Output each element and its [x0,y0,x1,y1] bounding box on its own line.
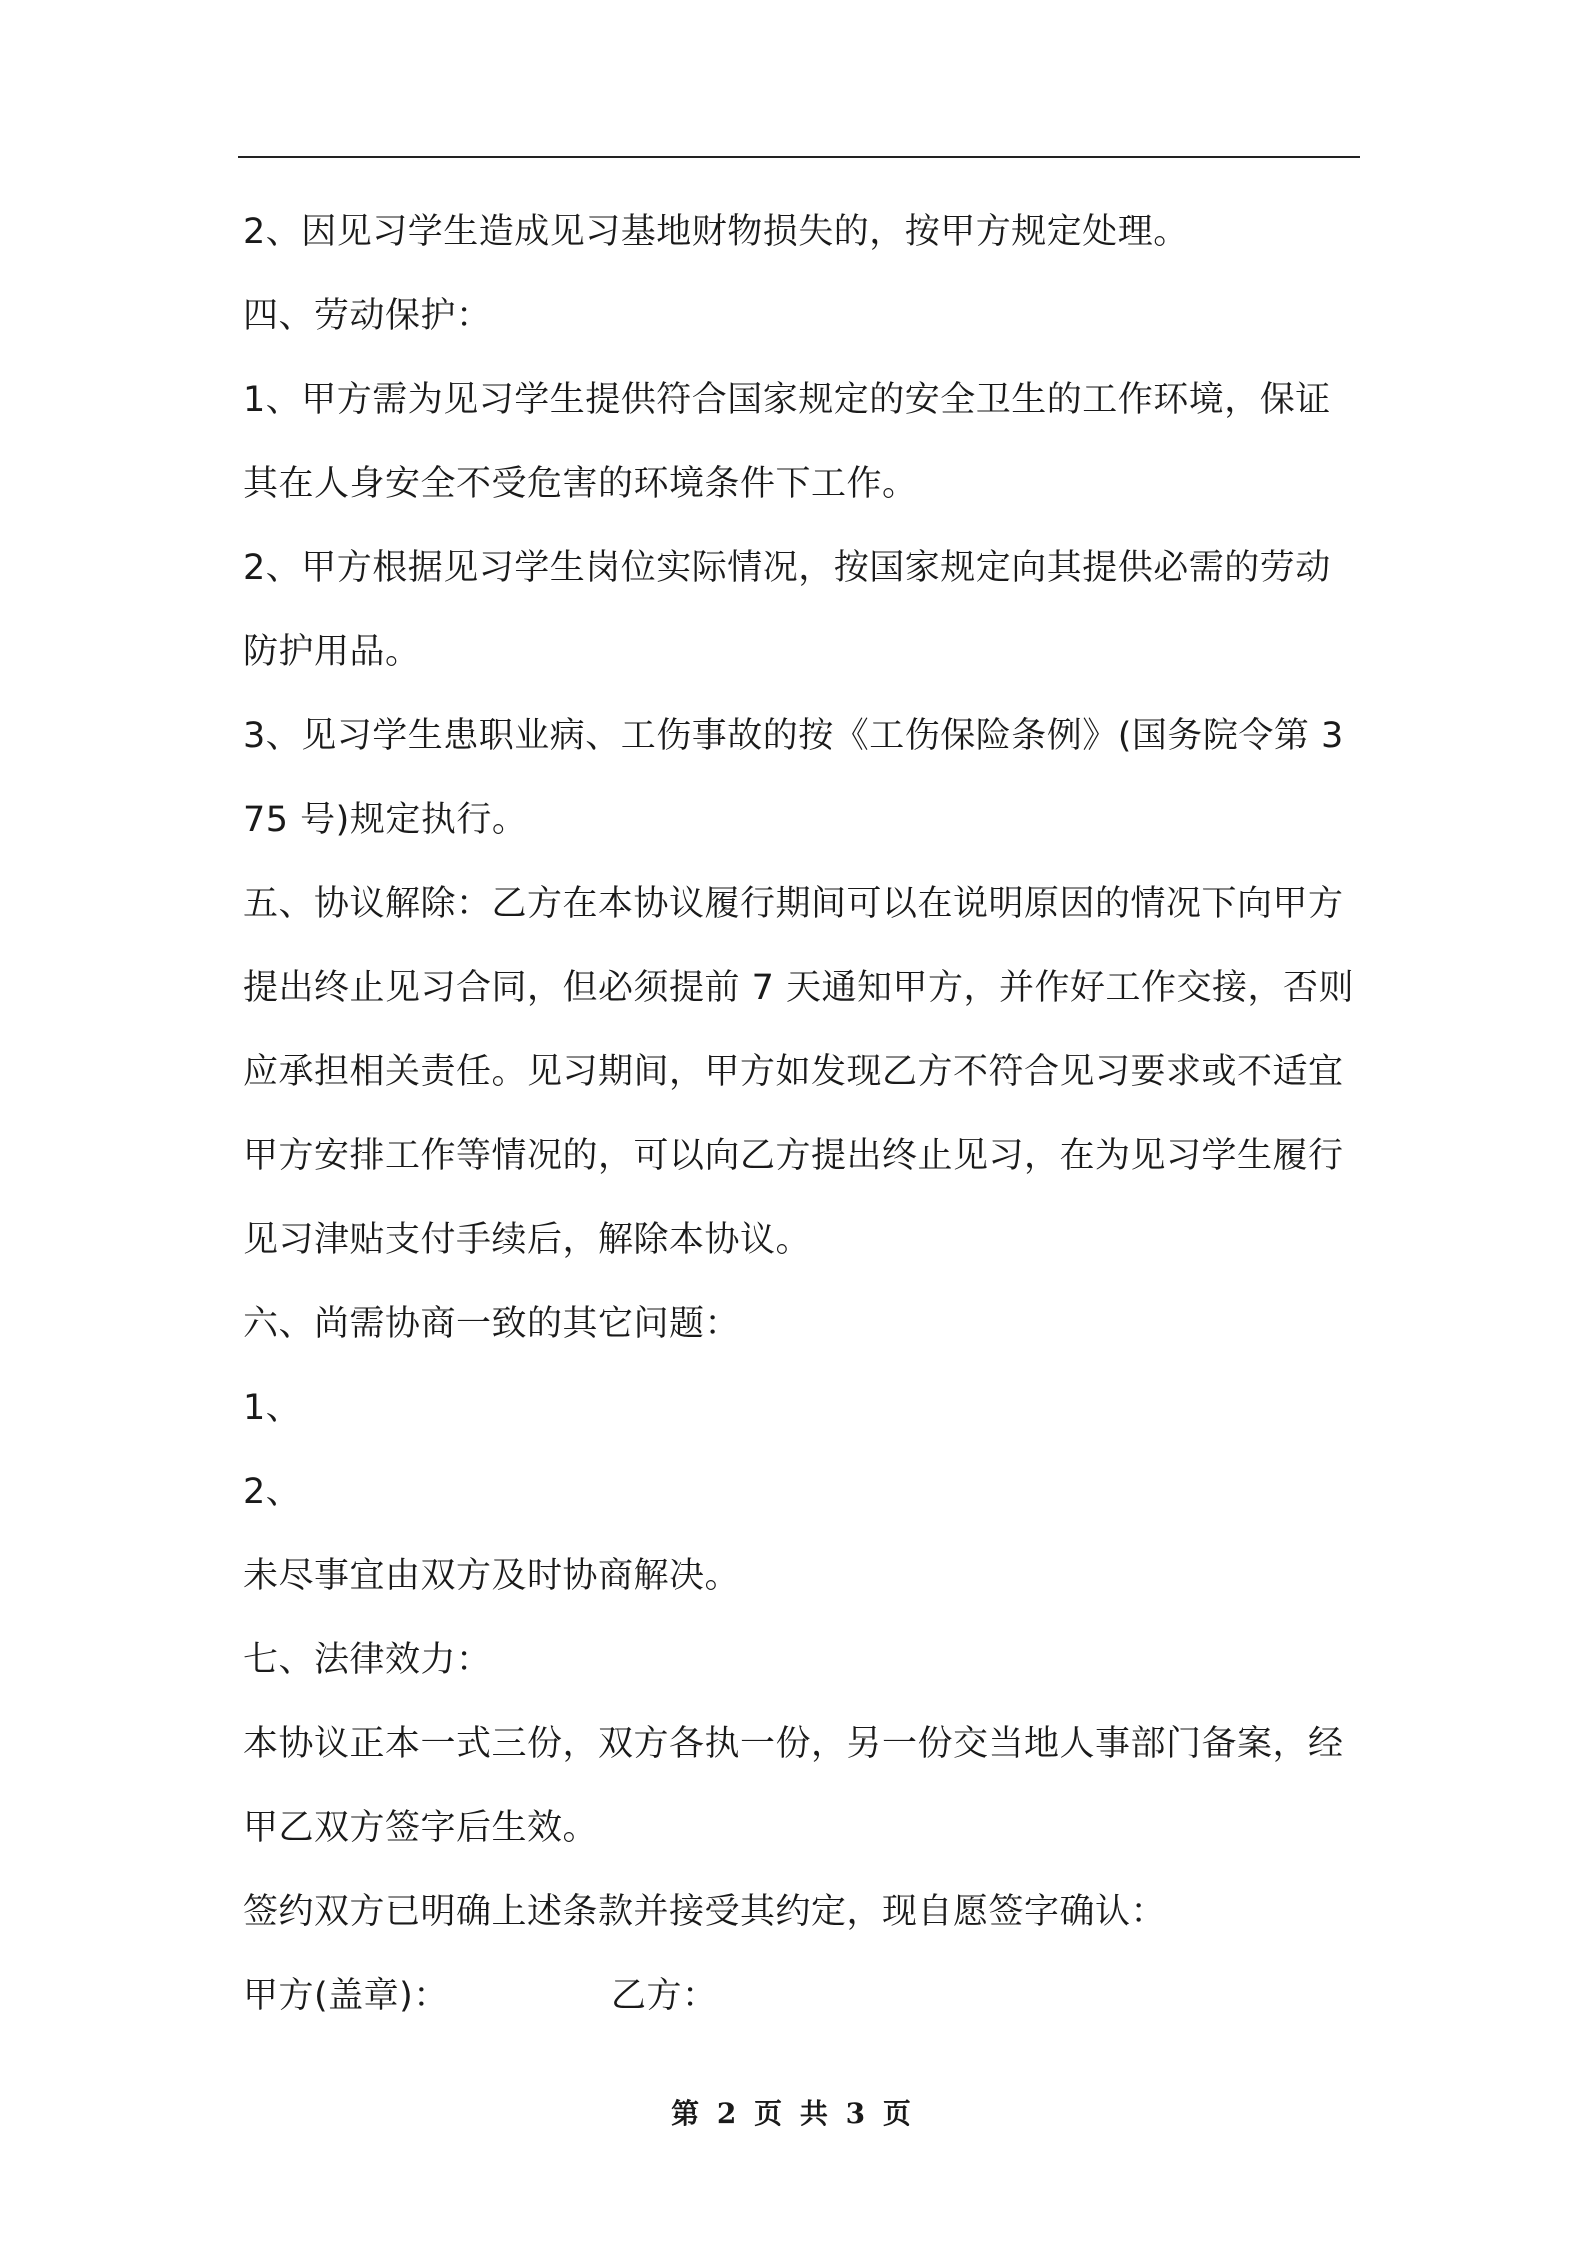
page-number-footer: 第 2 页 共 3 页 [671,2097,915,2130]
paragraph: 本协议正本一式三份，双方各执一份，另一份交当地人事部门备案，经甲乙双方签字后生效。 [243,1724,1344,1848]
paragraph: 五、协议解除：乙方在本协议履行期间可以在说明原因的情况下向甲方提出终止见习合同，但必须提前 7 天通知甲方，并作好工作交接，否则应承担相关责任。见习期间，甲方如发现乙方不符合见习要求或不适宜甲方安排工作等情况的，可以向乙方提出终止见习，在为见习学生履行见习津贴支付手续后，解除本协议。 [243,884,1355,1260]
party-a-signature-label: 甲方(盖章)： [243,1976,449,2016]
paragraph: 未尽事宜由双方及时协商解决。 [243,1556,741,1596]
list-item: 2、 [243,1472,302,1512]
paragraph: 1、甲方需为见习学生提供符合国家规定的安全卫生的工作环境，保证其在人身安全不受危害的环境条件下工作。 [243,380,1331,504]
signature-row [243,1954,1360,2038]
paragraph: 签约双方已明确上述条款并接受其约定，现自愿签字确认： [243,1892,1167,1932]
section-heading: 六、尚需协商一致的其它问题： [243,1304,741,1344]
document-body [243,190,1360,2038]
section-heading: 七、法律效力： [243,1640,492,1680]
paragraph: 3、见习学生患职业病、工伤事故的按《工伤保险条例》(国务院令第 375 号)规定执行。 [243,716,1344,840]
paragraph: 2、甲方根据见习学生岗位实际情况，按国家规定向其提供必需的劳动防护用品。 [243,548,1331,672]
paragraph: 2、因见习学生造成见习基地财物损失的，按甲方规定处理。 [243,212,1189,252]
header-rule [238,156,1360,158]
list-item: 1、 [243,1388,302,1428]
section-heading: 四、劳动保护： [243,296,492,336]
party-b-signature-label: 乙方： [611,1976,718,2016]
